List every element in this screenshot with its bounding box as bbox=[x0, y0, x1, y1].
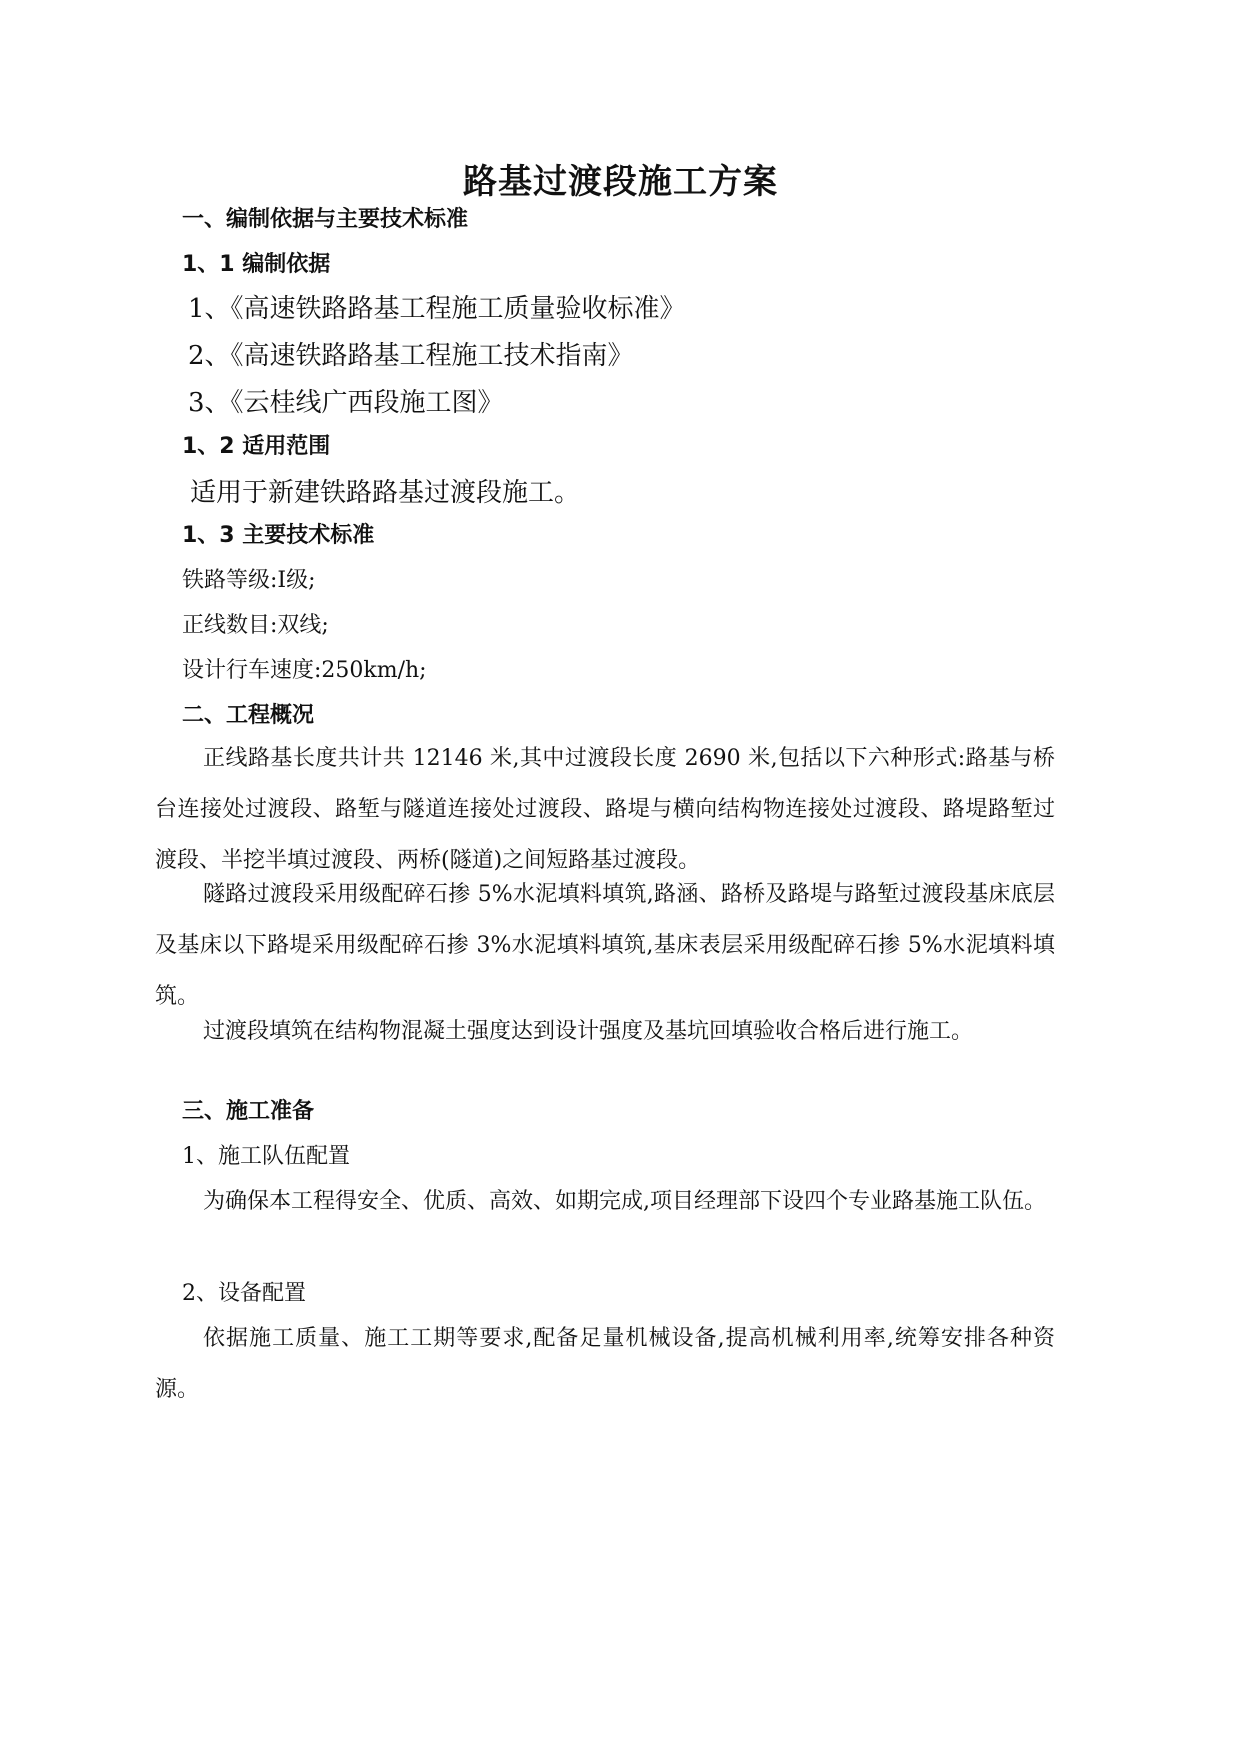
overview-paragraph-1: 正线路基长度共计共 12146 米,其中过渡段长度 2690 米,包括以下六种形式:路基与桥台连接处过渡段、路堑与隧道连接处过渡段、路堤与横向结构物连接处过渡段、路堤路堑过渡段、半挖半填过渡段、两桥(隧道)之间短路基过渡段。 bbox=[155, 746, 1055, 873]
subsection-1-2-heading: 1、2 适用范围 bbox=[182, 434, 331, 459]
team-config-heading: 1、施工队伍配置 bbox=[182, 1144, 350, 1169]
section-1-heading: 一、编制依据与主要技术标准 bbox=[182, 207, 469, 232]
standard-item-1: 铁路等级:Ⅰ级; bbox=[182, 568, 316, 593]
section-3-heading: 三、施工准备 bbox=[182, 1099, 315, 1124]
standard-item-2: 正线数目:双线; bbox=[182, 613, 329, 638]
standard-item-3: 设计行车速度:250km/h; bbox=[182, 658, 427, 683]
document-title: 路基过渡段施工方案 bbox=[463, 162, 778, 202]
reference-item-2: 2、《高速铁路路基工程施工技术指南》 bbox=[188, 341, 634, 371]
section-2-heading: 二、工程概况 bbox=[182, 703, 315, 728]
subsection-1-3-heading: 1、3 主要技术标准 bbox=[182, 523, 375, 548]
subsection-1-1-heading: 1、1 编制依据 bbox=[182, 252, 331, 277]
overview-paragraph-2: 隧路过渡段采用级配碎石掺 5%水泥填料填筑,路涵、路桥及路堤与路堑过渡段基床底层及基床以下路堤采用级配碎石掺 3%水泥填料填筑,基床表层采用级配碎石掺 5%水泥填料填筑。 bbox=[155, 882, 1055, 1009]
equipment-config-heading: 2、设备配置 bbox=[182, 1281, 306, 1306]
reference-item-1: 1、《高速铁路路基工程施工质量验收标准》 bbox=[188, 294, 686, 324]
overview-paragraph-3: 过渡段填筑在结构物混凝土强度达到设计强度及基坑回填验收合格后进行施工。 bbox=[203, 1019, 974, 1044]
scope-text: 适用于新建铁路路基过渡段施工。 bbox=[190, 478, 581, 508]
reference-item-3: 3、《云桂线广西段施工图》 bbox=[188, 388, 504, 418]
equipment-config-text: 依据施工质量、施工工期等要求,配备足量机械设备,提高机械利用率,统筹安排各种资源。 bbox=[155, 1326, 1055, 1402]
team-config-text: 为确保本工程得安全、优质、高效、如期完成,项目经理部下设四个专业路基施工队伍。 bbox=[203, 1189, 1046, 1214]
